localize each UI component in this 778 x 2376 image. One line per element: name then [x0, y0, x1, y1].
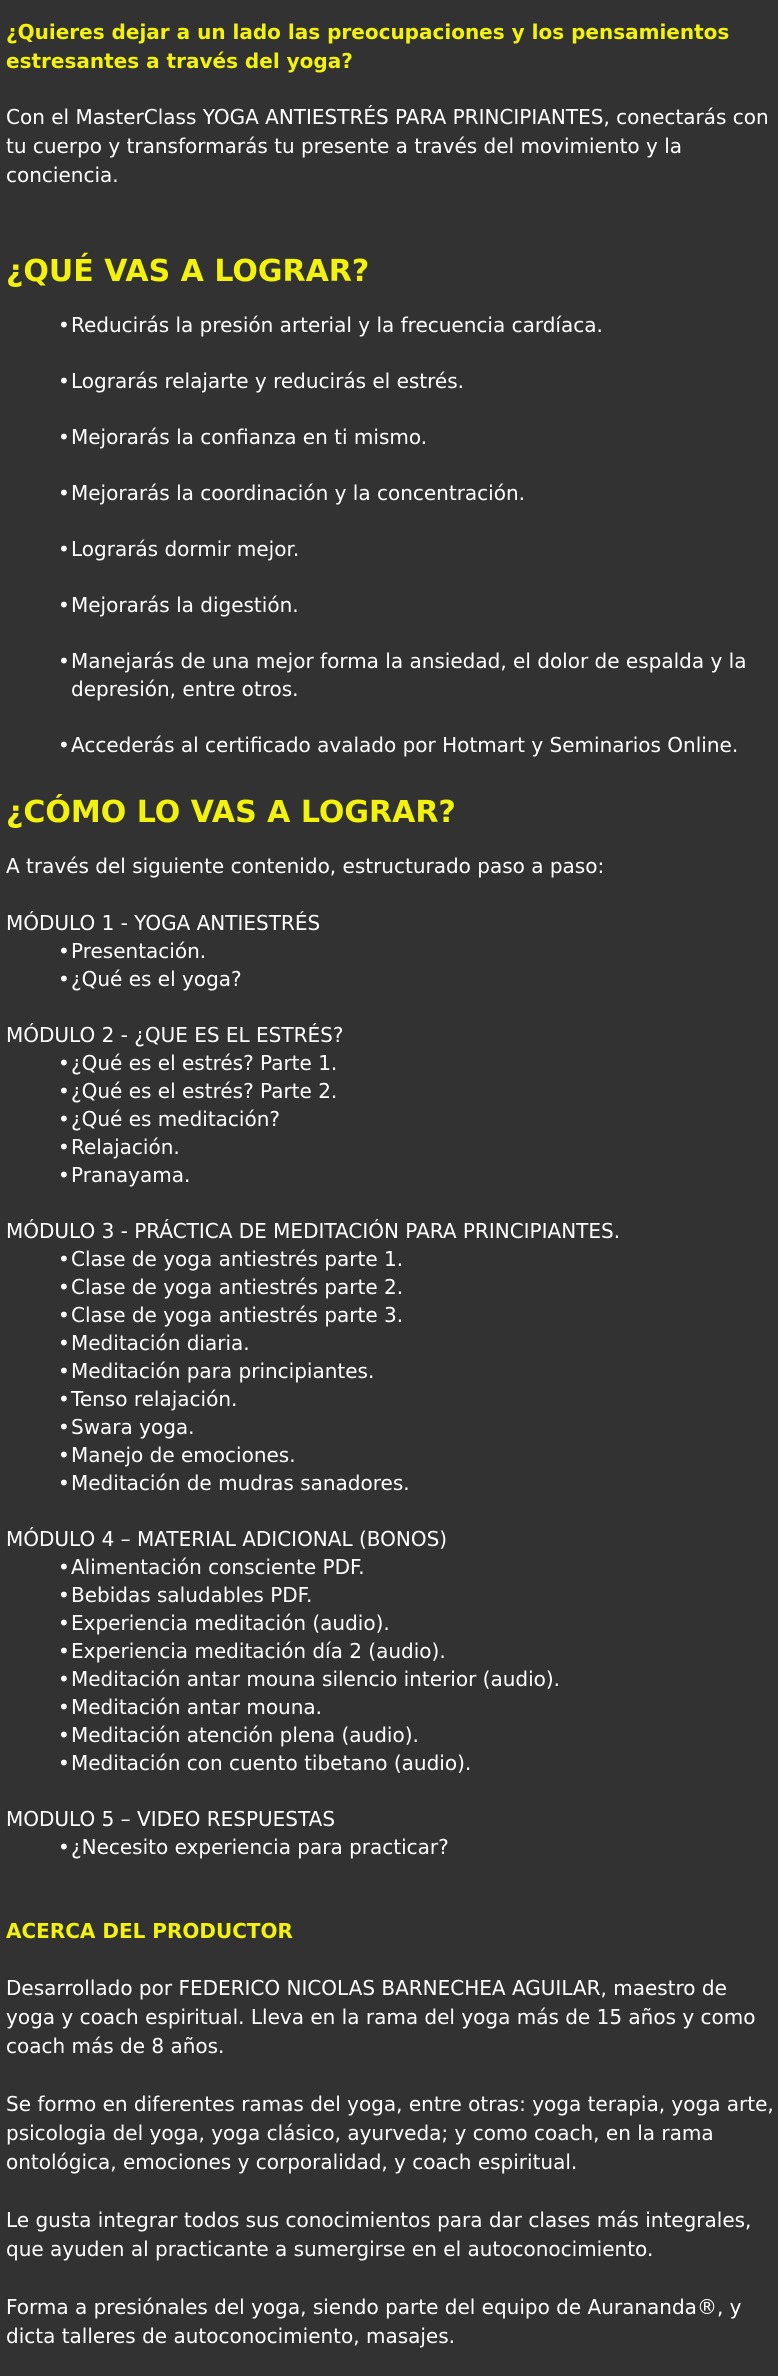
- module-3: [6, 1217, 774, 1497]
- module-1: [6, 909, 774, 993]
- list-item: • Meditación con cuento tibetano (audio).: [58, 1749, 774, 1777]
- list-item: • Reducirás la presión arterial y la frecuencia cardíaca.: [58, 311, 774, 339]
- list-item: • ¿Qué es meditación?: [58, 1105, 774, 1133]
- goals-list: [6, 311, 774, 759]
- module-title: MÓDULO 3 - PRÁCTICA DE MEDITACIÓN PARA PRINCIPIANTES.: [6, 1219, 621, 1243]
- module-items: [6, 1553, 774, 1777]
- producer-heading: ACERCA DEL PRODUCTOR: [6, 1919, 293, 1943]
- goals-heading: ¿QUÉ VAS A LOGRAR?: [6, 254, 370, 289]
- list-item: • Lograrás dormir mejor.: [58, 535, 774, 563]
- intro-question: ¿Quieres dejar a un lado las preocupaciones y los pensamientos estresantes a través del yoga?: [6, 20, 730, 73]
- module-items: [6, 1833, 774, 1861]
- list-item: • Presentación.: [58, 937, 774, 965]
- list-item: • Alimentación consciente PDF.: [58, 1553, 774, 1581]
- list-item: • Lograrás relajarte y reducirás el estrés.: [58, 367, 774, 395]
- list-item: • Mejorarás la digestión.: [58, 591, 774, 619]
- list-item: • ¿Qué es el estrés? Parte 1.: [58, 1049, 774, 1077]
- intro-text: Con el MasterClass YOGA ANTIESTRÉS PARA PRINCIPIANTES, conectarás con tu cuerpo y transformarás tu presente a través del movimiento y la conciencia.: [6, 105, 769, 187]
- list-item: • Meditación diaria.: [58, 1329, 774, 1357]
- module-title: MODULO 5 – VIDEO RESPUESTAS: [6, 1807, 336, 1831]
- list-item: • Tenso relajación.: [58, 1385, 774, 1413]
- producer-paragraph: Le gusta integrar todos sus conocimientos para dar clases más integrales, que ayuden al practicante a sumergirse en el autoconocimiento.: [6, 2208, 752, 2261]
- list-item: • Meditación antar mouna silencio interior (audio).: [58, 1665, 774, 1693]
- list-item: • Bebidas saludables PDF.: [58, 1581, 774, 1609]
- list-item: • Mejorarás la confianza en ti mismo.: [58, 423, 774, 451]
- module-4: [6, 1525, 774, 1777]
- list-item: • Manejo de emociones.: [58, 1441, 774, 1469]
- list-item: • Meditación de mudras sanadores.: [58, 1469, 774, 1497]
- list-item: • Clase de yoga antiestrés parte 3.: [58, 1301, 774, 1329]
- module-items: [6, 937, 774, 993]
- list-item: • Clase de yoga antiestrés parte 1.: [58, 1245, 774, 1273]
- module-title: MÓDULO 1 - YOGA ANTIESTRÉS: [6, 911, 321, 935]
- list-item: • Swara yoga.: [58, 1413, 774, 1441]
- list-item: • ¿Qué es el estrés? Parte 2.: [58, 1077, 774, 1105]
- list-item: • Relajación.: [58, 1133, 774, 1161]
- list-item: • Meditación antar mouna.: [58, 1693, 774, 1721]
- module-5: [6, 1805, 774, 1861]
- module-title: MÓDULO 4 – MATERIAL ADICIONAL (BONOS): [6, 1527, 448, 1551]
- list-item: • Experiencia meditación día 2 (audio).: [58, 1637, 774, 1665]
- list-item: • ¿Necesito experiencia para practicar?: [58, 1833, 774, 1861]
- producer-paragraph: Forma a presiónales del yoga, siendo parte del equipo de Aurananda®, y dicta talleres de autoconocimiento, masajes.: [6, 2295, 742, 2348]
- list-item: • Clase de yoga antiestrés parte 2.: [58, 1273, 774, 1301]
- list-item: • Mejorarás la coordinación y la concentración.: [58, 479, 774, 507]
- module-2: [6, 1021, 774, 1189]
- module-items: [6, 1049, 774, 1189]
- list-item: • Meditación atención plena (audio).: [58, 1721, 774, 1749]
- list-item: • Meditación para principiantes.: [58, 1357, 774, 1385]
- list-item: • Manejarás de una mejor forma la ansiedad, el dolor de espalda y la depresión, entre otros.: [58, 647, 774, 703]
- list-item: • Pranayama.: [58, 1161, 774, 1189]
- module-items: [6, 1245, 774, 1497]
- list-item: • Accederás al certificado avalado por Hotmart y Seminarios Online.: [58, 731, 774, 759]
- how-heading: ¿CÓMO LO VAS A LOGRAR?: [6, 795, 456, 830]
- producer-paragraph: Desarrollado por FEDERICO NICOLAS BARNECHEA AGUILAR, maestro de yoga y coach espiritual. Lleva en la rama del yoga más de 15 años y como coach más de 8 años.: [6, 1976, 756, 2058]
- list-item: • Experiencia meditación (audio).: [58, 1609, 774, 1637]
- module-title: MÓDULO 2 - ¿QUE ES EL ESTRÉS?: [6, 1023, 344, 1047]
- list-item: • ¿Qué es el yoga?: [58, 965, 774, 993]
- how-intro: A través del siguiente contenido, estructurado paso a paso:: [6, 854, 605, 878]
- producer-paragraph: Se formo en diferentes ramas del yoga, entre otras: yoga terapia, yoga arte, psicologia del yoga, yoga clásico, ayurveda; y como coach, en la rama ontológica, emociones y corporalidad, y coach espiritual.: [6, 2092, 774, 2174]
